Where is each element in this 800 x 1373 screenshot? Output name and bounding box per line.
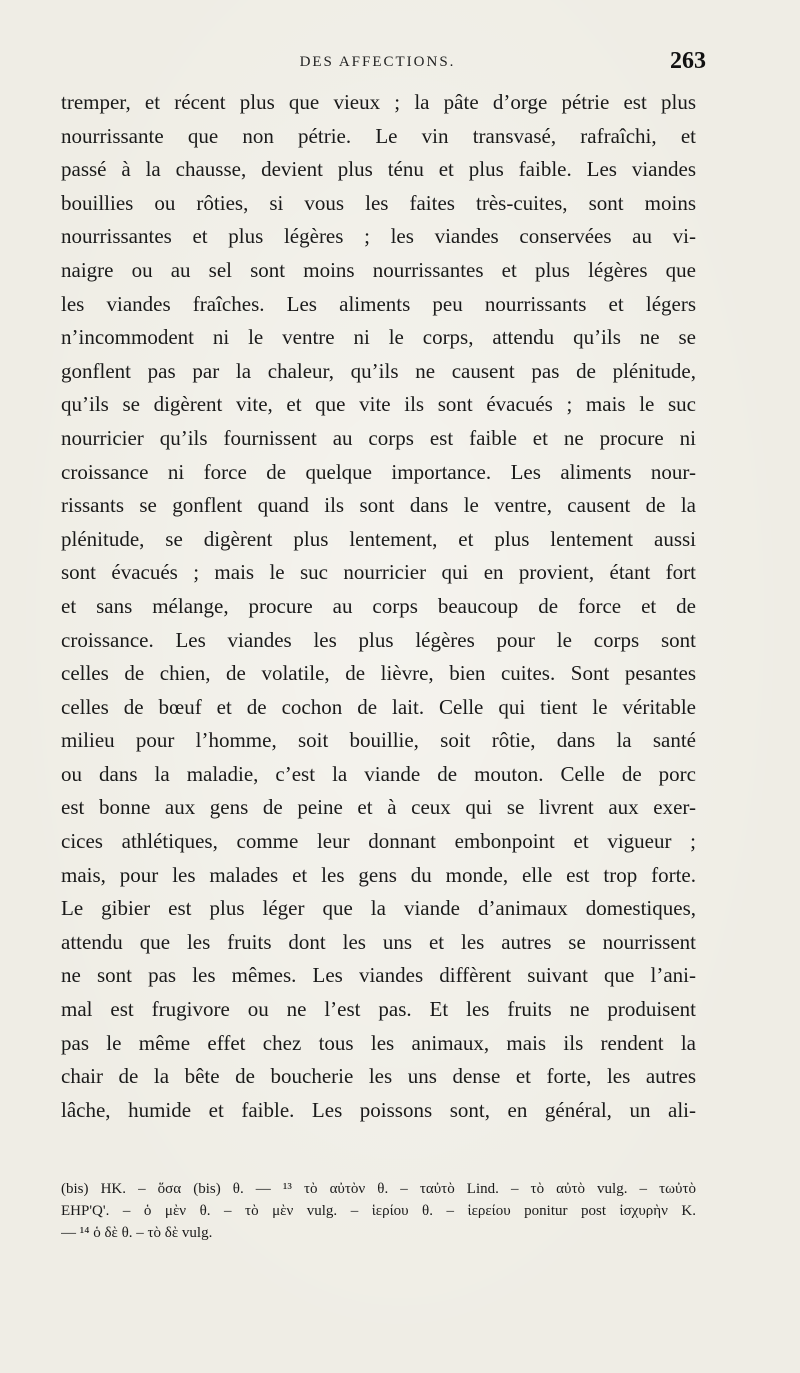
- text-line: rissants se gonflent quand ils sont dans le ventre, causent de la: [61, 493, 696, 518]
- body-text: [61, 86, 696, 1127]
- text-line: croissance ni force de quelque importance. Les aliments nour-: [61, 459, 696, 484]
- text-line: croissance. Les viandes les plus légères pour le corps sont: [61, 627, 696, 652]
- text-line: tremper, et récent plus que vieux ; la pâte d’orge pétrie est plus: [61, 90, 696, 114]
- running-head: [61, 48, 706, 80]
- footnotes: [61, 1178, 696, 1244]
- text-line: nourricier qu’ils fournissent au corps est faible et ne procure ni: [61, 425, 696, 450]
- text-line: plénitude, se digèrent plus lentement, et plus lentement aussi: [61, 526, 696, 551]
- text-line: est bonne aux gens de peine et à ceux qui se livrent aux exer-: [61, 795, 696, 820]
- text-line: et sans mélange, procure au corps beaucoup de force et de: [61, 593, 696, 618]
- page-number: 263: [670, 48, 706, 74]
- text-line: mais, pour les malades et les gens du monde, elle est trop forte.: [61, 862, 696, 887]
- text-line: sont évacués ; mais le suc nourricier qui en provient, étant fort: [61, 560, 696, 585]
- text-line: qu’ils se digèrent vite, et que vite ils sont évacués ; mais le suc: [61, 392, 696, 417]
- text-line: bouillies ou rôties, si vous les faites très-cuites, sont moins: [61, 190, 696, 215]
- text-line: milieu pour l’homme, soit bouillie, soit rôtie, dans la santé: [61, 728, 696, 753]
- text-line: Le gibier est plus léger que la viande d’animaux domestiques,: [61, 896, 696, 921]
- text-line: ne sont pas les mêmes. Les viandes diffèrent suivant que l’ani-: [61, 963, 696, 988]
- text-line: mal est frugivore ou ne l’est pas. Et les fruits ne produisent: [61, 997, 696, 1022]
- footnote-line: EHP'Q'. – ὁ μὲν θ. – τὸ μὲν vulg. – ἱερίου θ. – ἱερείου ponitur post ἰσχυρὴν K.: [61, 1203, 696, 1219]
- running-title: DES AFFECTIONS.: [299, 54, 456, 70]
- text-line: passé à la chausse, devient plus ténu et plus faible. Les viandes: [61, 157, 696, 182]
- text-line: lâche, humide et faible. Les poissons sont, en général, un ali-: [61, 1097, 696, 1122]
- text-line: naigre ou au sel sont moins nourrissantes et plus légères que: [61, 257, 696, 282]
- text-line: nourrissantes et plus légères ; les viandes conservées au vi-: [61, 224, 696, 249]
- text-line: pas le même effet chez tous les animaux, mais ils rendent la: [61, 1030, 696, 1055]
- text-line: cices athlétiques, comme leur donnant embonpoint et vigueur ;: [61, 829, 696, 854]
- footnote-line: — ¹⁴ ὁ δὲ θ. – τὸ δὲ vulg.: [61, 1225, 213, 1241]
- text-line: nourrissante que non pétrie. Le vin transvasé, rafraîchi, et: [61, 123, 696, 148]
- text-line: celles de chien, de volatile, de lièvre, bien cuites. Sont pesantes: [61, 661, 696, 686]
- text-line: ou dans la maladie, c’est la viande de mouton. Celle de porc: [61, 761, 696, 786]
- footnote-line: (bis) HK. – ὅσα (bis) θ. — ¹³ τὸ αὐτὸν θ. – ταὐτὸ Lind. – τὸ αὐτὸ vulg. – τωὐτὸ: [61, 1181, 696, 1197]
- text-line: attendu que les fruits dont les uns et les autres se nourrissent: [61, 929, 696, 954]
- text-line: les viandes fraîches. Les aliments peu nourrissants et légers: [61, 291, 696, 316]
- text-line: celles de bœuf et de cochon de lait. Celle qui tient le véritable: [61, 694, 696, 719]
- text-line: n’incommodent ni le ventre ni le corps, attendu qu’ils ne se: [61, 325, 696, 350]
- text-line: chair de la bête de boucherie les uns dense et forte, les autres: [61, 1064, 696, 1089]
- text-line: gonflent pas par la chaleur, qu’ils ne causent pas de plénitude,: [61, 358, 696, 383]
